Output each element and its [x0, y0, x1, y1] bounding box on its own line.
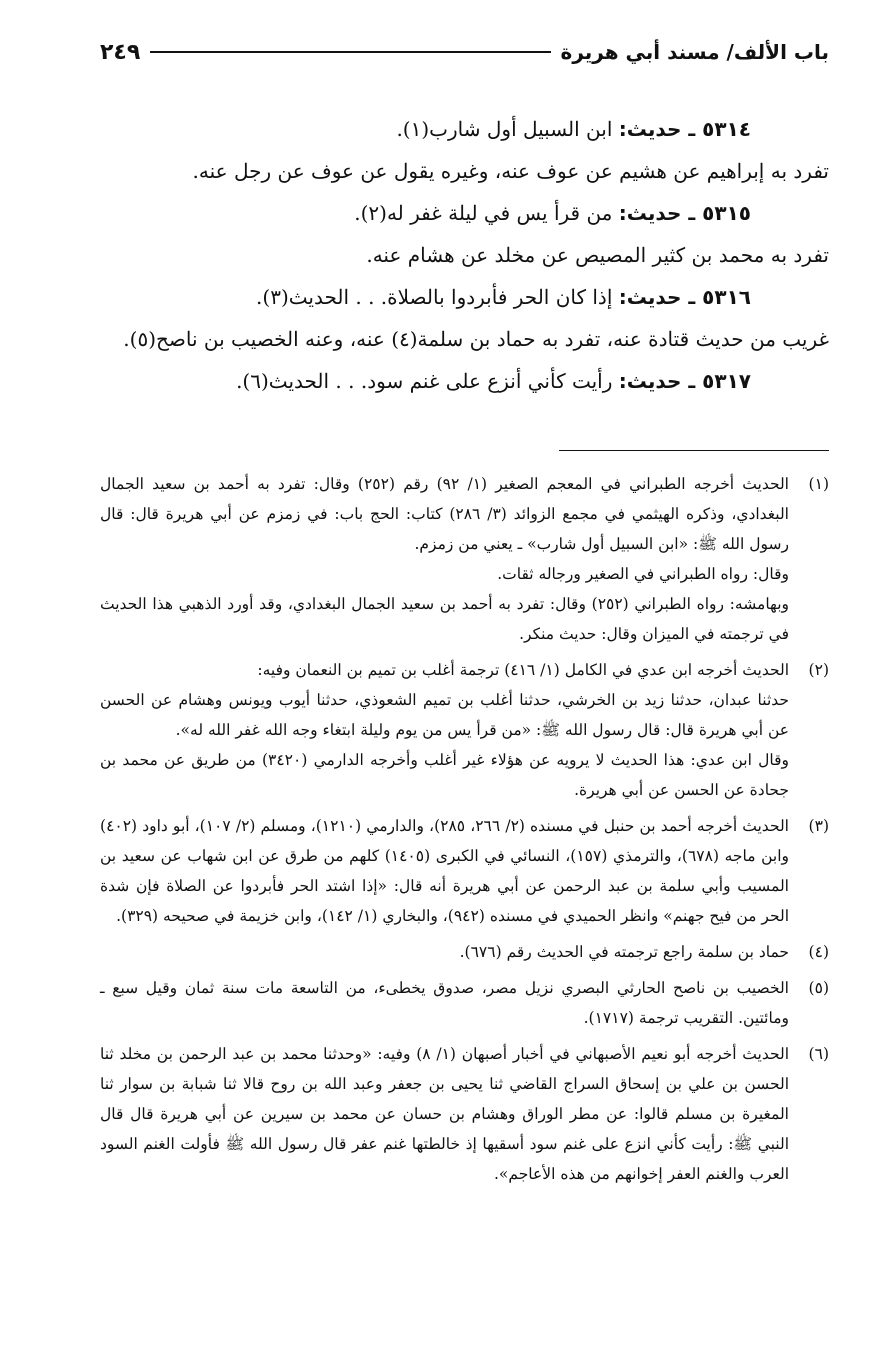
hadith-text: رأيت كأني أنزع على غنم سود. . . الحديث(٦).	[236, 369, 613, 393]
footnote-number: (١)	[808, 475, 829, 493]
footnote-text: الحديث أخرجه أبو نعيم الأصبهاني في أخبار أصبهان (١/ ٨) وفيه: «وحدثنا محمد بن عبد الرحمن بن مخلد ثنا الحسن بن علي بن إسحاق السراج القاضي ثنا يحيى بن جعفر وعبد الله بن روح قالا ثنا شبابة بن سوار ثنا المغيرة بن مسلم قالوا: عن مطر الوراق وهشام بن حسان عن محمد بن سيرين عن أبي هريرة قال قال النبي ﷺ: رأيت كأني انزع على غنم سود أسقيها إذ خالطتها غنم عفر قال رسول الله ﷺ فأولت الغنم السود العرب والغنم العفر إخوانهم من هذه الأعاجم».	[100, 1045, 789, 1183]
footnote-number: (٥)	[808, 979, 829, 997]
footnote-text: حدثنا عبدان، حدثنا زيد بن الخرشي، حدثنا أغلب بن تميم الشعوذي، حدثنا أيوب ويونس وهشام عن الحسن عن أبي هريرة قال: قال رسول الله ﷺ: «من قرأ يس من يوم وليلة ابتغاء وجه الله غفر الله له».	[100, 691, 789, 739]
footnote	[100, 973, 829, 1033]
commentary: تفرد به إبراهيم عن هشيم عن عوف عنه، وغيره يقول عن عوف عن رجل عنه.	[192, 159, 829, 183]
hadith-label: ٥٣١٧ ـ حديث:	[618, 369, 751, 393]
footnote-text: وقال: رواه الطبراني في الصغير ورجاله ثقات.	[497, 565, 789, 583]
commentary: تفرد به محمد بن كثير المصيص عن مخلد عن هشام عنه.	[366, 243, 829, 267]
footnote-text: الحديث أخرجه الطبراني في المعجم الصغير (١/ ٩٢) رقم (٢٥٢) وقال: تفرد به أحمد بن سعيد الجمال البغدادي، وذكره الهيثمي في مجمع الزوائد (٣/ ٢٨٦) كتاب: الحج باب: في زمزم عن أبي هريرة قال: قال رسول الله ﷺ: «ابن السبيل أول شارب» ـ يعني من زمزم.	[100, 475, 789, 553]
footnote	[100, 937, 829, 967]
hadith-label: ٥٣١٤ ـ حديث:	[618, 117, 751, 141]
footnote-text: حماد بن سلمة راجع ترجمته في الحديث رقم (٦٧٦).	[459, 943, 789, 961]
hadith-entry	[100, 276, 829, 318]
footnote-number: (٣)	[808, 817, 829, 835]
hadith-entry	[100, 108, 829, 150]
running-title: باب الألف/ مسند أبي هريرة	[560, 40, 829, 64]
footnote-text: الخصيب بن ناصح الحارثي البصري نزيل مصر، صدوق يخطىء، من التاسعة مات سنة ثمان وقيل سبع ـ ومائتين. التقريب ترجمة (١٧١٧).	[100, 979, 789, 1027]
footnote	[100, 1039, 829, 1189]
footnote-text: وبهامشه: رواه الطبراني (٢٥٢) وقال: تفرد به أحمد بن سعيد الجمال البغدادي، وقد أورد الذهبي هذا الحديث في ترجمته في الميزان وقال: حديث منكر.	[100, 595, 789, 643]
hadith-text: من قرأ يس في ليلة غفر له(٢).	[354, 201, 613, 225]
hadith-text: ابن السبيل أول شارب(١).	[396, 117, 613, 141]
footnote-number: (٤)	[808, 943, 829, 961]
hadith-entry	[100, 192, 829, 234]
footnote-separator	[559, 450, 829, 451]
footnote-text: الحديث أخرجه أحمد بن حنبل في مسنده (٢/ ٢٦٦، ٢٨٥)، والدارمي (١٢١٠)، ومسلم (٢/ ١٠٧)، أبو داود (٤٠٢) وابن ماجه (٦٧٨)، والترمذي (١٥٧)، النسائي في الكبرى (١٤٠٥) كلهم من طرق عن ابن شهاب عن سعيد بن المسيب وأبي سلمة بن عبد الرحمن عن أبي هريرة أنه قال: «إذا اشتد الحر فأبردوا عن الصلاة فإن شدة الحر من فيح جهنم» وانظر الحميدي في مسنده (٩٤٢)، والبخاري (١/ ١٤٢)، وابن خزيمة في صحيحه (٣٢٩).	[100, 817, 790, 925]
hadith-text: إذا كان الحر فأبردوا بالصلاة. . . الحديث(٣).	[256, 285, 613, 309]
page-number: ٢٤٩	[100, 40, 141, 65]
commentary: غريب من حديث قتادة عنه، تفرد به حماد بن سلمة(٤) عنه، وعنه الخصيب بن ناصح(٥).	[123, 327, 829, 351]
hadith-label: ٥٣١٦ ـ حديث:	[618, 285, 751, 309]
hadith-entry	[100, 360, 829, 402]
hadith-label: ٥٣١٥ ـ حديث:	[618, 201, 751, 225]
footnote-number: (٢)	[808, 661, 829, 679]
header-rule	[150, 51, 550, 53]
footnote-text: وقال ابن عدي: هذا الحديث لا يرويه عن هؤلاء غير أغلب وأخرجه الدارمي (٣٤٢٠) من طريق عن محمد بن جحادة عن الحسن عن أبي هريرة.	[100, 751, 789, 799]
page-header	[100, 40, 829, 74]
footnote	[100, 811, 829, 931]
main-text	[100, 108, 829, 402]
footnote-number: (٦)	[808, 1045, 829, 1063]
footnote	[100, 469, 829, 649]
footnotes	[100, 469, 829, 1189]
footnote	[100, 655, 829, 805]
footnote-text: الحديث أخرجه ابن عدي في الكامل (١/ ٤١٦) ترجمة أغلب بن تميم بن النعمان وفيه:	[257, 661, 789, 679]
